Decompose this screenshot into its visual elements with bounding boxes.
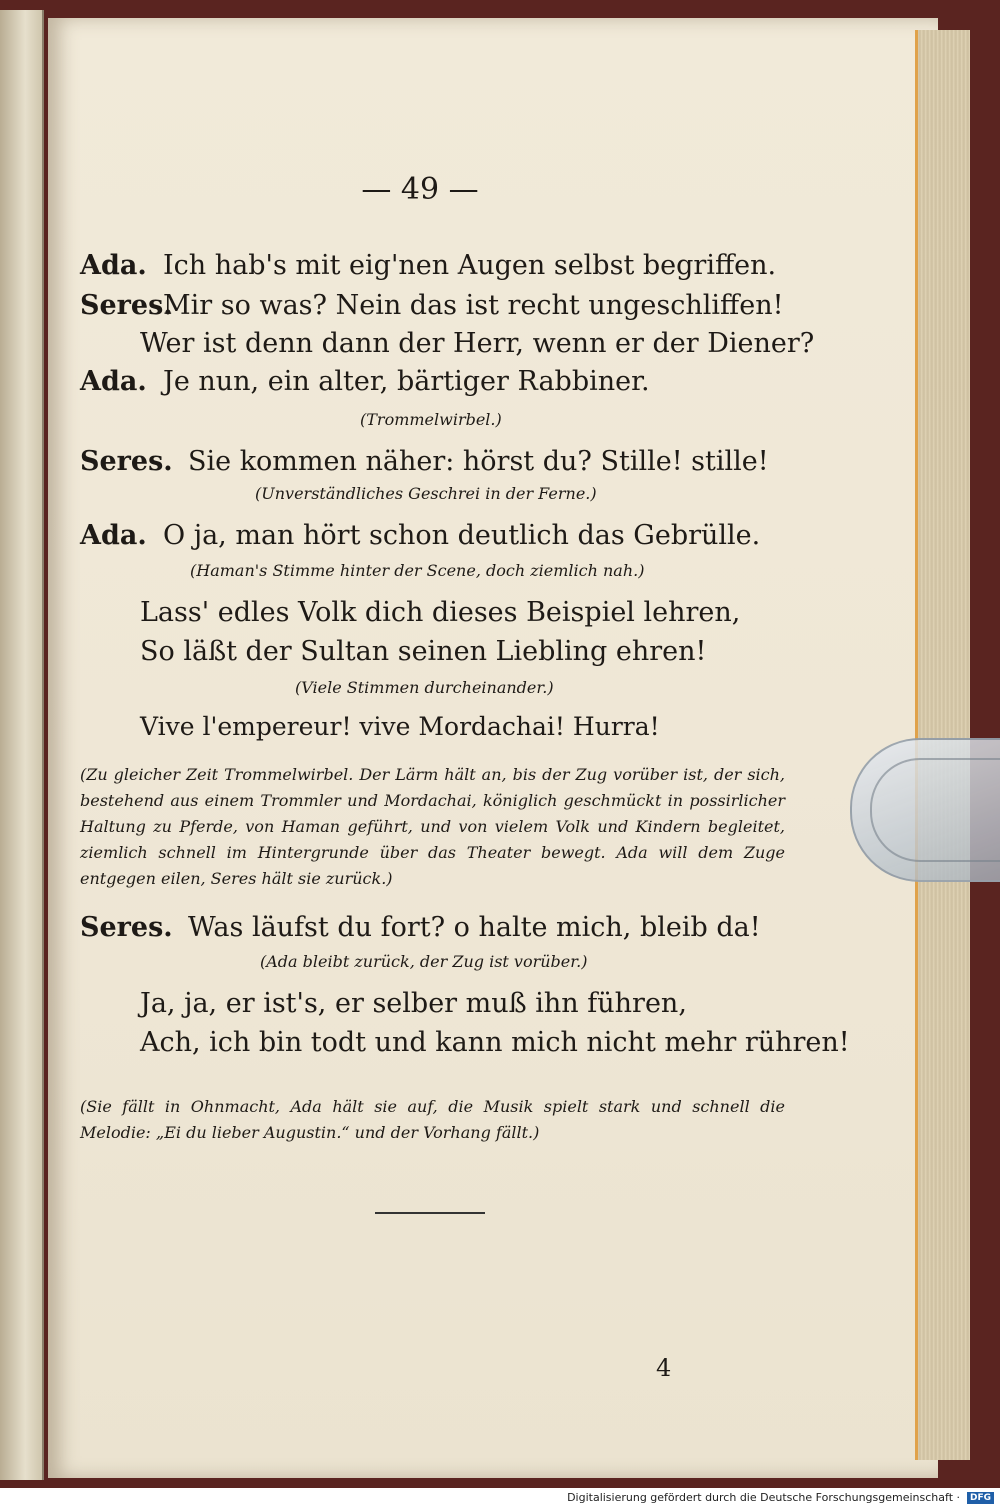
- verse-line: Ich hab's mit eig'nen Augen selbst begriffen.: [163, 250, 777, 281]
- stage-direction: (Unverständliches Geschrei in der Ferne.): [255, 484, 597, 503]
- stage-direction: (Ada bleibt zurück, der Zug ist vorüber.): [260, 952, 588, 971]
- verse-line: Wer ist denn dann der Herr, wenn er der Diener?: [140, 328, 815, 359]
- page-number: — 49 —: [361, 172, 479, 207]
- verse-line: So läßt der Sultan seinen Liebling ehren!: [140, 636, 707, 667]
- stage-direction-block: (Zu gleicher Zeit Trommelwirbel. Der Lärm hält an, bis der Zug vorüber ist, der sich, bestehend aus einem Trommler und Mordachai, königlich geschmückt in possirlicher Haltung zu Pferde, von Haman geführt, und von vielem Volk und Kindern begleitet, ziemlich schnell im Hintergrunde über das Theater bewegt. Ada will dem Zuge entgegen eilen, Seres hält sie zurück.): [80, 765, 785, 888]
- dfg-logo: DFG: [967, 1492, 994, 1504]
- speaker-seres: Seres.: [80, 290, 173, 321]
- left-page-edge: [0, 10, 44, 1480]
- speaker-ada: Ada.: [80, 366, 147, 397]
- footer-credit: Digitalisierung gefördert durch die Deutsche Forschungsgemeinschaft ·: [567, 1491, 960, 1504]
- verse-line: Sie kommen näher: hörst du? Stille! stille!: [188, 446, 769, 477]
- speaker-ada: Ada.: [80, 250, 147, 281]
- verse-line: Je nun, ein alter, bärtiger Rabbiner.: [163, 366, 650, 397]
- verse-line: Vive l'empereur! vive Mordachai! Hurra!: [140, 712, 660, 741]
- verse-line: Ja, ja, er ist's, er selber muß ihn führen,: [140, 988, 687, 1019]
- speaker-ada: Ada.: [80, 520, 147, 551]
- verse-line: Ach, ich bin todt und kann mich nicht mehr rühren!: [140, 1027, 850, 1058]
- stage-direction-block: (Sie fällt in Ohnmacht, Ada hält sie auf, die Musik spielt stark und schnell die Melodie: „Ei du lieber Augustin.“ und der Vorhang fällt.): [80, 1097, 785, 1142]
- glass-clip-inner: [870, 758, 1000, 862]
- divider-rule: [375, 1212, 485, 1214]
- stage-direction: (Viele Stimmen durcheinander.): [295, 678, 554, 697]
- book-page: [48, 18, 938, 1478]
- speaker-seres: Seres.: [80, 912, 173, 943]
- speaker-seres: Seres.: [80, 446, 173, 477]
- verse-line: Lass' edles Volk dich dieses Beispiel lehren,: [140, 597, 741, 628]
- stage-direction: (Trommelwirbel.): [360, 410, 502, 429]
- verse-line: Mir so was? Nein das ist recht ungeschliffen!: [163, 290, 784, 321]
- verse-line: Was läufst du fort? o halte mich, bleib da!: [188, 912, 761, 943]
- verse-line: O ja, man hört schon deutlich das Gebrülle.: [163, 520, 761, 551]
- signature-mark: 4: [656, 1354, 672, 1382]
- stage-direction: (Haman's Stimme hinter der Scene, doch ziemlich nah.): [190, 561, 645, 580]
